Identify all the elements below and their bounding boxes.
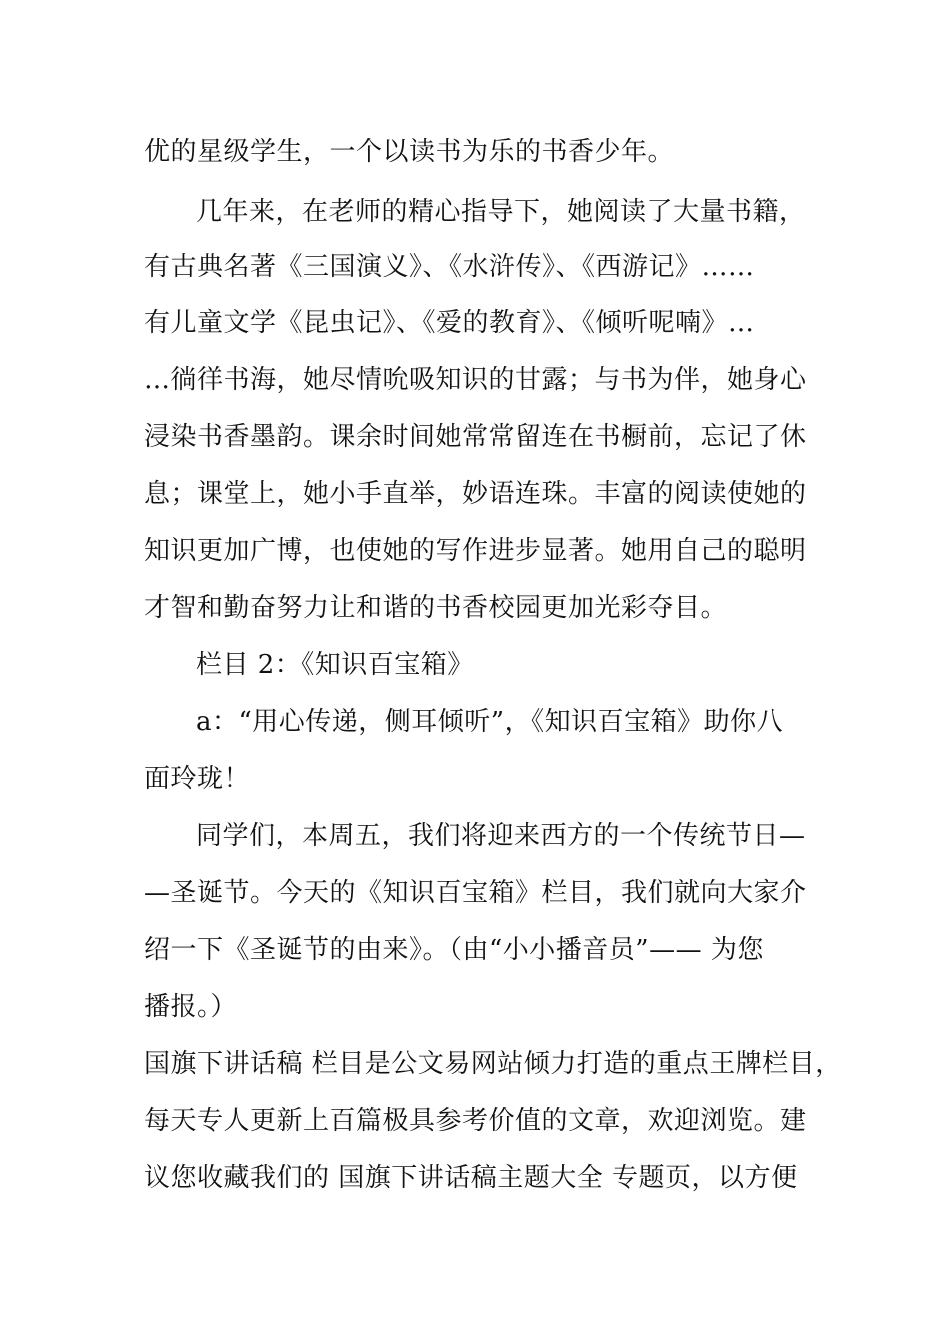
footer-text-line: 每天专人更新上百篇极具参考价值的文章，欢迎浏览。建 — [144, 1106, 807, 1136]
paragraph-start-line: 几年来，在老师的精心指导下，她阅读了大量书籍， — [196, 197, 806, 227]
text-line: —圣诞节。今天的《知识百宝箱》栏目，我们就向大家介 — [144, 878, 807, 908]
paragraph-start-line: a：“用心传递，侧耳倾听”，《知识百宝箱》助你八 — [196, 707, 784, 737]
footer-text-line: 议您收藏我们的 国旗下讲话稿主题大全 专题页，以方便 — [144, 1163, 798, 1193]
text-line: 知识更加广博，也使她的写作进步显著。她用自己的聪明 — [144, 536, 807, 566]
text-line: 有儿童文学《昆虫记》、《爱的教育》、《倾听呢喃》… — [144, 308, 755, 338]
text-line: 息；课堂上，她小手直举，妙语连珠。丰富的阅读使她的 — [144, 479, 807, 509]
text-line: 才智和勤奋努力让和谐的书香校园更加光彩夺目。 — [144, 593, 728, 623]
paragraph-start-line: 同学们，本周五，我们将迎来西方的一个传统节日— — [196, 821, 806, 851]
footer-text-line: 国旗下讲话稿 栏目是公文易网站倾力打造的重点王牌栏目， — [144, 1049, 842, 1079]
text-line: 优的星级学生，一个以读书为乐的书香少年。 — [144, 137, 675, 167]
text-line: …徜徉书海，她尽情吮吸知识的甘露；与书为伴，她身心 — [144, 365, 807, 395]
text-line: 有古典名著《三国演义》、《水浒传》、《西游记》…… — [144, 252, 755, 282]
section-heading: 栏目 2：《知识百宝箱》 — [196, 650, 474, 680]
text-line: 浸染书香墨韵。课余时间她常常留连在书橱前，忘记了休 — [144, 422, 807, 452]
text-line: 播报。） — [144, 992, 238, 1022]
text-line: 面玲珑！ — [144, 764, 251, 794]
text-line: 绍一下《圣诞节的由来》。（由“小小播音员”—— 为您 — [144, 935, 764, 965]
